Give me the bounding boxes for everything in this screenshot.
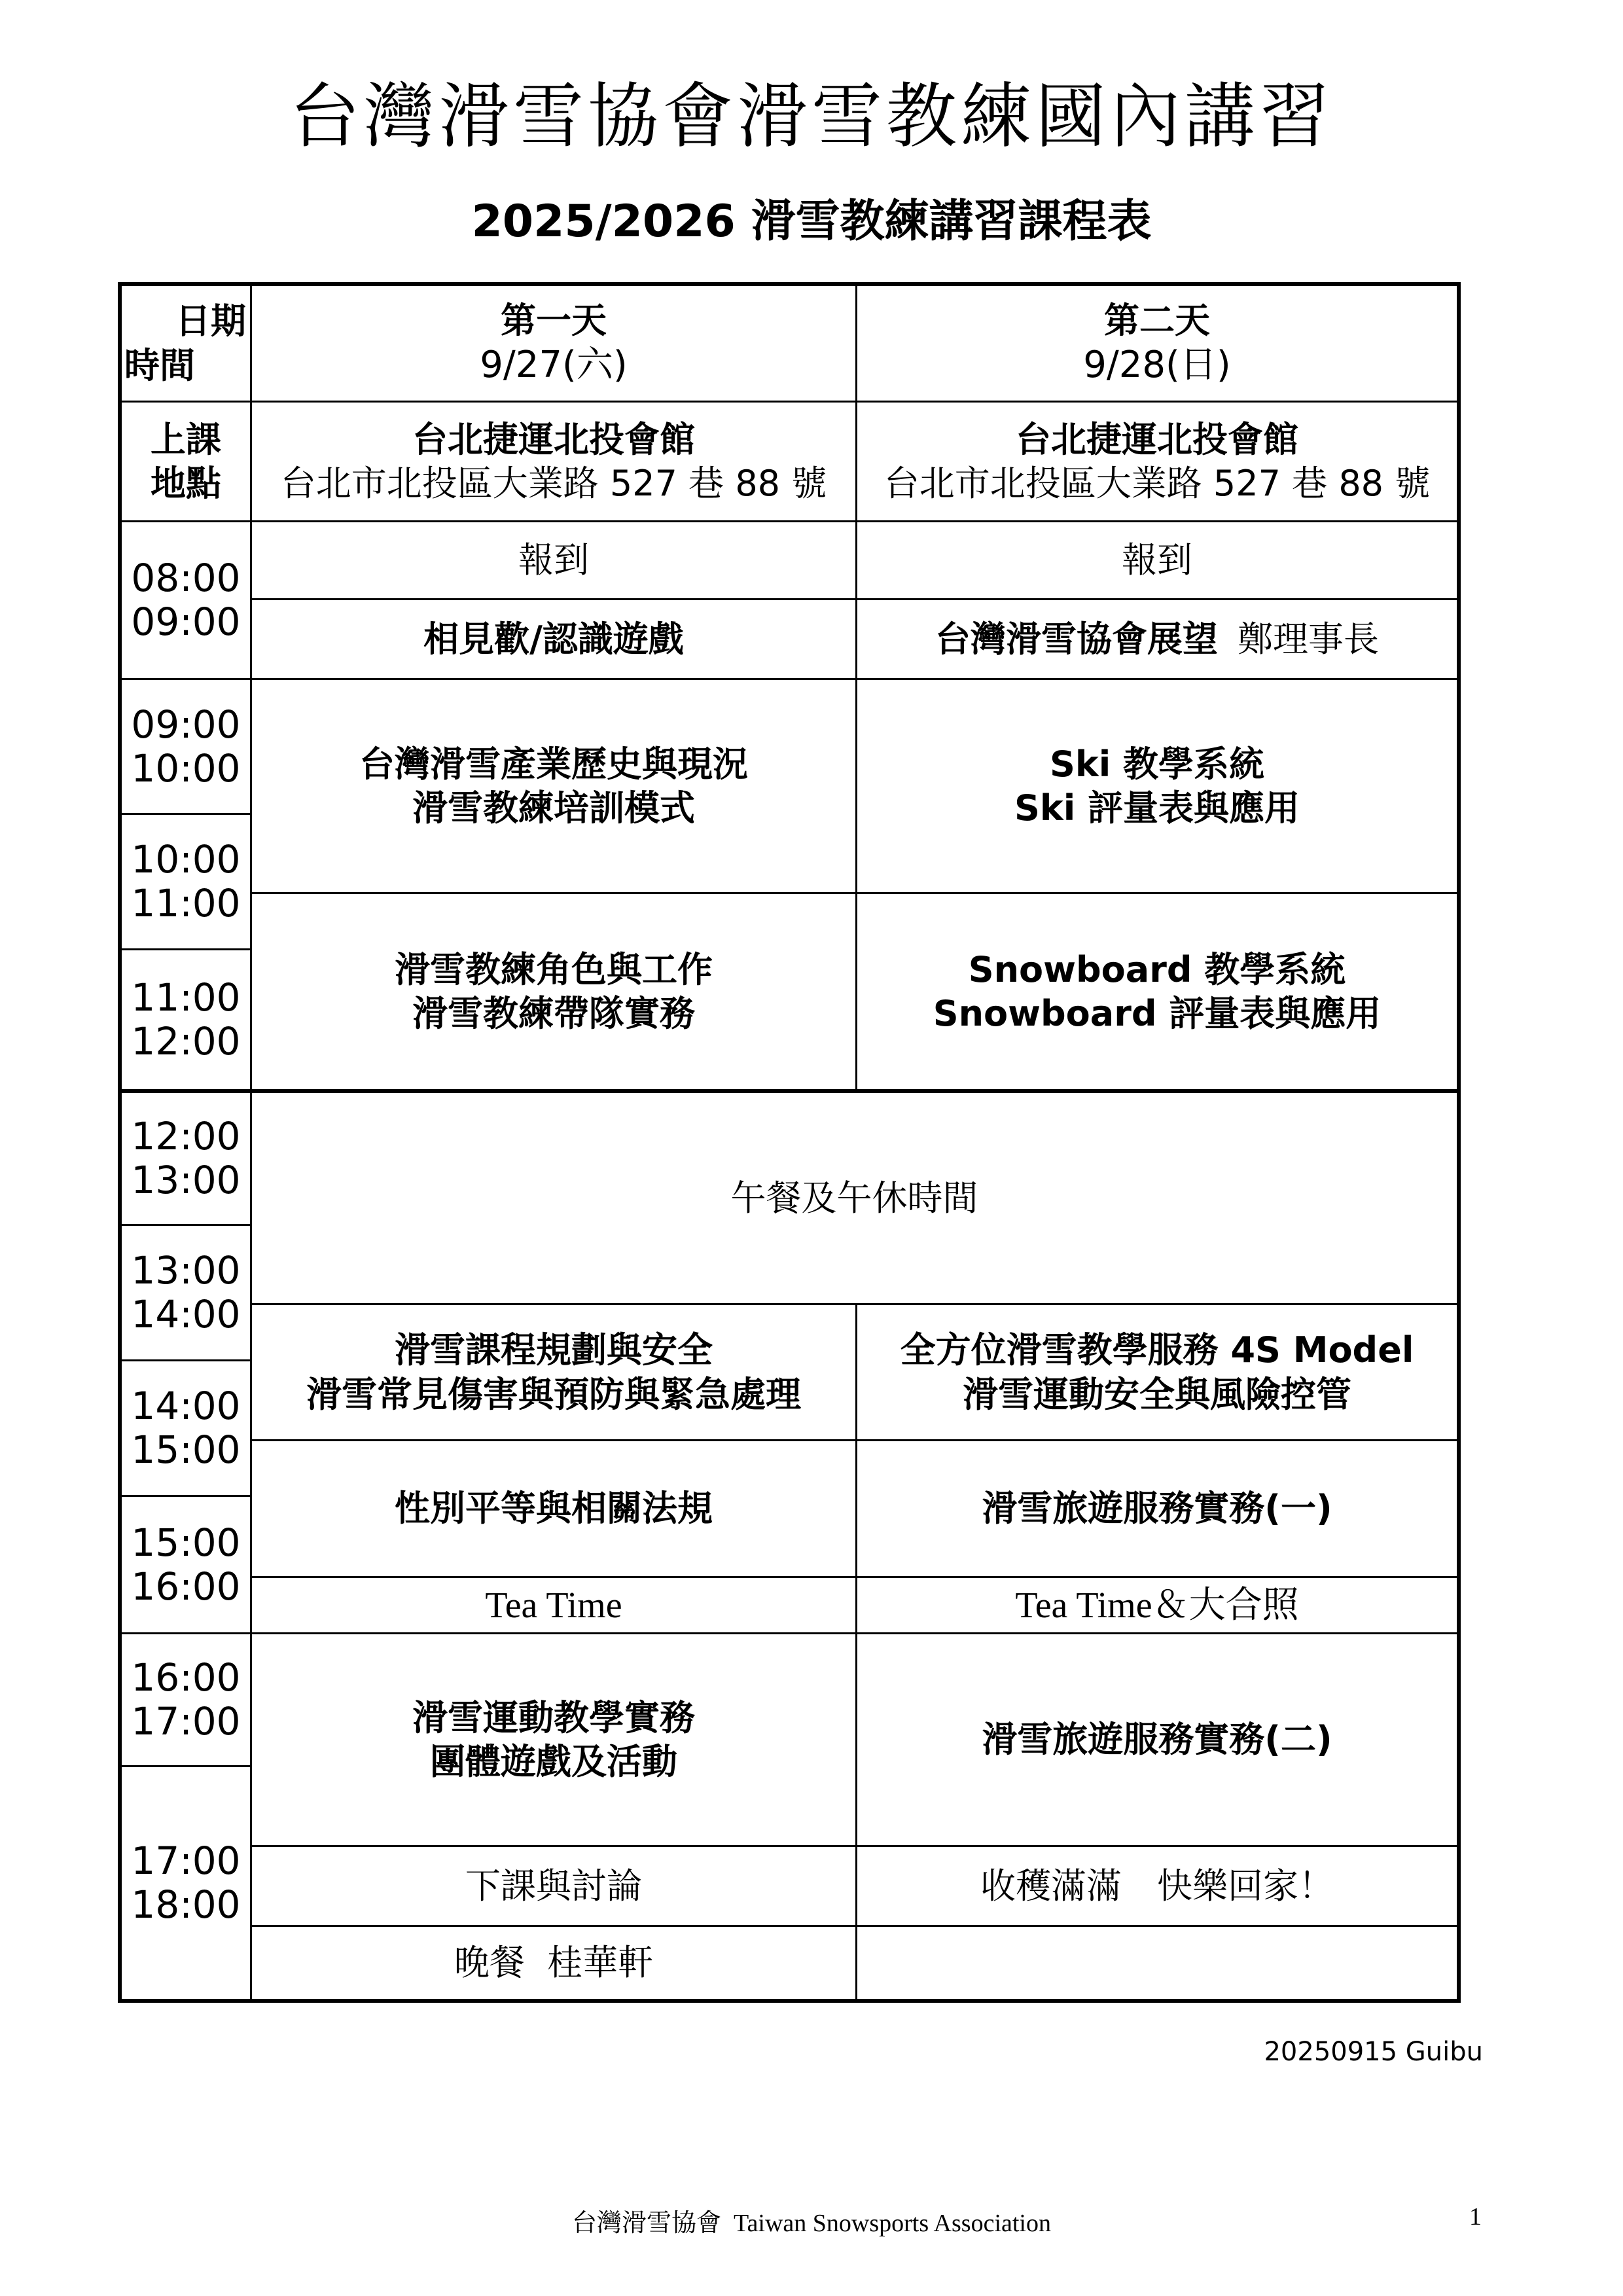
time-end: 17:00 [131, 1699, 241, 1744]
day1-tea-time: Tea Time [485, 1585, 622, 1626]
time-end: 15:00 [131, 1427, 241, 1472]
time-slot [122, 1226, 250, 1359]
time-start: 15:00 [131, 1520, 241, 1565]
session-line: 滑雪教練培訓模式 [412, 787, 695, 829]
time-start: 14:00 [131, 1384, 241, 1429]
day2-session-4: 滑雪旅遊服務實務(一) [982, 1488, 1332, 1530]
time-start: 10:00 [131, 837, 241, 882]
day1-wrapup: 下課與討論 [465, 1865, 642, 1907]
location-label-line1: 上課 [151, 418, 221, 460]
talk-title: 台灣滑雪協會展望 [935, 618, 1218, 660]
time-slot [122, 815, 250, 948]
day1-date: 9/27(六) [480, 344, 628, 387]
session-line: Snowboard 評量表與應用 [933, 993, 1382, 1034]
time-slot [122, 680, 250, 813]
time-slot [122, 1634, 250, 1765]
session-line: Ski 評量表與應用 [1014, 787, 1300, 829]
location-label-line2: 地點 [151, 463, 221, 504]
time-end: 12:00 [131, 1019, 241, 1064]
day2-date: 9/28(日) [1083, 344, 1231, 387]
time-start: 08:00 [131, 556, 241, 601]
location-label [122, 403, 250, 520]
day1-dinner: 晚餐 桂華軒 [454, 1942, 654, 1984]
day1-session-1 [252, 680, 855, 892]
session-line: 滑雪課程規劃與安全 [395, 1329, 713, 1371]
talk-speaker: 鄭理事長 [1238, 618, 1379, 660]
venue-address: 台北市北投區大業路 527 巷 88 號 [280, 463, 827, 504]
session-line: Snowboard 教學系統 [968, 948, 1346, 990]
time-slot [122, 1361, 250, 1495]
day2-label: 第二天 [1104, 299, 1210, 341]
version-note: 20250915 Guibu [1264, 2037, 1483, 2067]
session-line: 團體遊戲及活動 [430, 1741, 677, 1782]
day1-session-3 [252, 1305, 855, 1439]
day2-session-1 [857, 680, 1457, 892]
page-footer: 台灣滑雪協會 Taiwan Snowsports Association [572, 2210, 1051, 2237]
time-start: 17:00 [131, 1839, 241, 1884]
day2-location [857, 403, 1457, 520]
day2-header [857, 286, 1457, 401]
day1-header [252, 286, 855, 401]
time-end: 16:00 [131, 1564, 241, 1609]
day1-session-4: 性別平等與相關法規 [395, 1488, 713, 1530]
lunch-break: 午餐及午休時間 [730, 1177, 978, 1219]
session-line: 滑雪教練角色與工作 [395, 948, 713, 990]
day2-session-2 [857, 894, 1457, 1089]
day2-tea-time: Tea Time＆大合照 [1015, 1585, 1299, 1626]
time-end: 13:00 [131, 1158, 241, 1202]
day2-session-5: 滑雪旅遊服務實務(二) [982, 1719, 1332, 1761]
session-line: 滑雪運動安全與風險控管 [963, 1373, 1351, 1415]
time-end: 09:00 [131, 600, 241, 644]
time-end: 18:00 [131, 1882, 241, 1927]
day2-evening-empty [857, 1927, 1457, 1999]
day1-checkin: 報到 [518, 539, 589, 581]
day1-label: 第一天 [501, 299, 607, 341]
page-number: 1 [1469, 2203, 1482, 2231]
day1-session-5 [252, 1634, 855, 1845]
time-slot [122, 950, 250, 1089]
day2-checkin: 報到 [1122, 539, 1192, 581]
session-line: 滑雪常見傷害與預防與緊急處理 [306, 1373, 801, 1415]
day1-icebreaker: 相見歡/認識遊戲 [423, 618, 684, 660]
corner-time-label: 時間 [124, 344, 195, 386]
corner-header [122, 286, 250, 401]
document-title: 台灣滑雪協會滑雪教練國內講習 [289, 76, 1334, 158]
time-slot [122, 1497, 250, 1632]
time-start: 13:00 [131, 1248, 241, 1293]
session-line: Ski 教學系統 [1049, 743, 1265, 785]
day2-closing: 收穫滿滿 快樂回家！ [980, 1865, 1334, 1907]
time-start: 11:00 [131, 975, 241, 1020]
time-slot [122, 1767, 250, 1999]
time-start: 12:00 [131, 1114, 241, 1159]
time-slot [122, 1093, 250, 1224]
schedule-table [118, 282, 1461, 2003]
time-start: 16:00 [131, 1655, 241, 1700]
session-line: 滑雪教練帶隊實務 [412, 993, 695, 1034]
day1-location [252, 403, 855, 520]
session-line: 台灣滑雪產業歷史與現況 [359, 743, 748, 785]
time-start: 09:00 [131, 702, 241, 747]
session-line: 滑雪運動教學實務 [412, 1696, 695, 1738]
corner-date-label: 日期 [175, 300, 246, 342]
session-line: 全方位滑雪教學服務 4S Model [900, 1329, 1414, 1371]
day1-session-2 [252, 894, 855, 1089]
venue-address: 台北市北投區大業路 527 巷 88 號 [883, 463, 1431, 504]
day2-session-3 [857, 1305, 1457, 1439]
time-end: 14:00 [131, 1292, 241, 1336]
venue-name: 台北捷運北投會館 [1016, 418, 1298, 460]
venue-name: 台北捷運北投會館 [412, 418, 695, 460]
time-end: 10:00 [131, 745, 241, 791]
time-slot [122, 522, 250, 678]
time-end: 11:00 [131, 881, 241, 925]
day2-vision-talk [857, 600, 1457, 678]
document-subtitle: 2025/2026 滑雪教練講習課程表 [471, 196, 1152, 247]
